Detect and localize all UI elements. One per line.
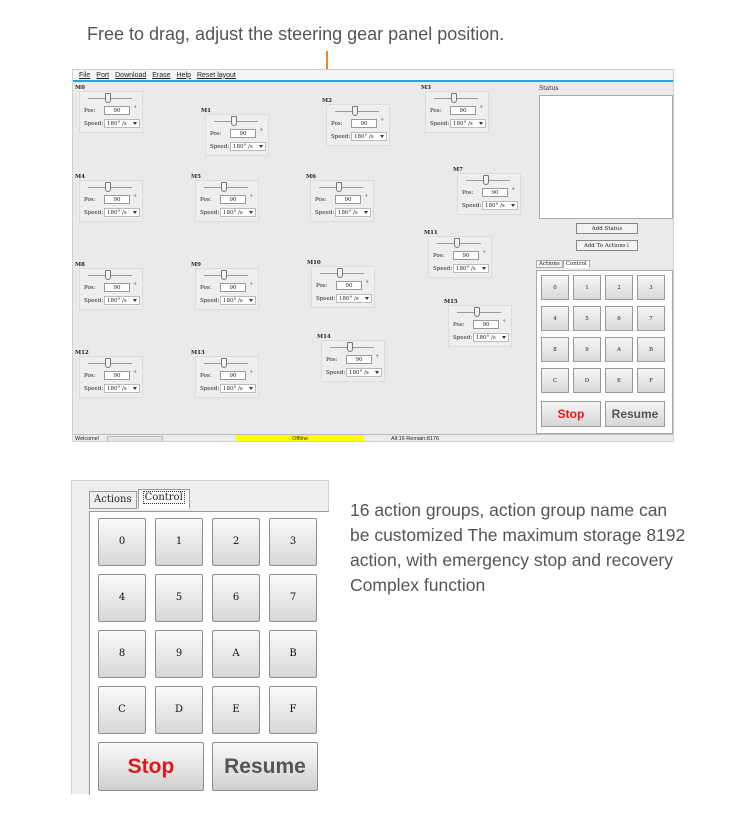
servo-name: M2 xyxy=(322,98,332,104)
mini-control-pad xyxy=(536,270,673,434)
chevron-down-icon xyxy=(380,135,384,138)
chevron-down-icon xyxy=(133,387,137,390)
servo-name: M5 xyxy=(191,174,201,180)
key-9[interactable]: 9 xyxy=(155,630,203,678)
servo-slider[interactable] xyxy=(483,175,489,185)
chevron-down-icon xyxy=(249,299,253,302)
menu-help[interactable]: Help xyxy=(176,71,191,79)
stop-button[interactable]: Stop xyxy=(98,742,204,791)
servo-slider[interactable] xyxy=(454,238,460,248)
servo-name: M14 xyxy=(317,334,331,340)
servo-name: M11 xyxy=(424,230,438,236)
key-c[interactable]: C xyxy=(541,368,569,393)
key-a[interactable]: A xyxy=(212,630,260,678)
add-status-button[interactable]: Add Status xyxy=(576,223,638,234)
tab-actions[interactable]: Actions xyxy=(536,260,563,268)
key-5[interactable]: 5 xyxy=(573,306,601,331)
menu-port[interactable]: Port xyxy=(96,71,110,79)
key-e[interactable]: E xyxy=(605,368,633,393)
chevron-down-icon xyxy=(249,211,253,214)
key-5[interactable]: 5 xyxy=(155,574,203,622)
servo-slider[interactable] xyxy=(105,93,111,103)
pos-input[interactable]: 90 xyxy=(104,283,130,292)
key-f[interactable]: F xyxy=(637,368,665,393)
status-bar xyxy=(73,434,673,442)
servo-name: M13 xyxy=(191,350,205,356)
key-d[interactable]: D xyxy=(155,686,203,734)
key-d[interactable]: D xyxy=(573,368,601,393)
speed-select[interactable]: 180° /s xyxy=(104,296,140,305)
chevron-down-icon xyxy=(479,122,483,125)
speed-select[interactable]: 180° /s xyxy=(473,333,509,342)
servo-name: M9 xyxy=(191,262,201,268)
mini-tab-bar xyxy=(536,260,590,268)
resume-button[interactable]: Resume xyxy=(212,742,318,791)
pos-input[interactable]: 90 xyxy=(104,106,130,115)
menu-erase[interactable]: Erase xyxy=(152,71,171,79)
servo-name: M10 xyxy=(307,260,321,266)
speed-select[interactable]: 180° /s xyxy=(346,368,382,377)
key-a[interactable]: A xyxy=(605,337,633,362)
servo-slider[interactable] xyxy=(451,93,457,103)
speed-select[interactable]: 180° /s xyxy=(336,294,372,303)
key-6[interactable]: 6 xyxy=(605,306,633,331)
speed-select[interactable]: 180° /s xyxy=(220,208,256,217)
pos-input[interactable]: 90 xyxy=(336,281,362,290)
key-8[interactable]: 8 xyxy=(541,337,569,362)
chevron-down-icon xyxy=(249,387,253,390)
key-3[interactable]: 3 xyxy=(269,518,317,566)
tab-control[interactable]: Control xyxy=(138,489,190,509)
speed-select[interactable]: 180° /s xyxy=(104,208,140,217)
key-0[interactable]: 0 xyxy=(541,275,569,300)
servo-slider[interactable] xyxy=(347,342,353,352)
control-panel-zoom xyxy=(71,480,329,794)
key-4[interactable]: 4 xyxy=(541,306,569,331)
servo-slider[interactable] xyxy=(231,116,237,126)
key-1[interactable]: 1 xyxy=(155,518,203,566)
menu-bar xyxy=(73,70,673,82)
status-textbox[interactable] xyxy=(539,95,673,219)
speed-select[interactable]: 180° /s xyxy=(220,296,256,305)
speed-select[interactable]: 180° /s xyxy=(104,119,140,128)
servo-slider[interactable] xyxy=(336,182,342,192)
chevron-down-icon xyxy=(133,122,137,125)
pos-input[interactable]: 90 xyxy=(230,129,256,138)
servo-name: M0 xyxy=(75,85,85,91)
pos-input[interactable]: 90 xyxy=(351,119,377,128)
servo-slider[interactable] xyxy=(337,268,343,278)
speed-select[interactable]: 180° /s xyxy=(104,384,140,393)
servo-slider[interactable] xyxy=(221,270,227,280)
servo-name: M8 xyxy=(75,262,85,268)
key-8[interactable]: 8 xyxy=(98,630,146,678)
speed-select[interactable]: 180° /s xyxy=(230,142,266,151)
servo-name: M12 xyxy=(75,350,89,356)
pos-input[interactable]: 90 xyxy=(104,195,130,204)
key-7[interactable]: 7 xyxy=(637,306,665,331)
servo-slider[interactable] xyxy=(221,358,227,368)
pos-input[interactable]: 90 xyxy=(220,371,246,380)
key-b[interactable]: B xyxy=(269,630,317,678)
caption-right: 16 action groups, action group name can be customized The maximum storage 8192 action, with emergency stop and recovery Complex function xyxy=(350,500,686,595)
pos-input[interactable]: 90 xyxy=(346,355,372,364)
action-counts: All:16 Remain:8176 xyxy=(391,436,440,442)
key-2[interactable]: 2 xyxy=(212,518,260,566)
servo-slider[interactable] xyxy=(474,307,480,317)
chevron-down-icon xyxy=(482,267,486,270)
connection-status: Offline xyxy=(236,435,364,442)
key-4[interactable]: 4 xyxy=(98,574,146,622)
servo-name: M4 xyxy=(75,174,85,180)
speed-select[interactable]: 180° /s xyxy=(450,119,486,128)
pos-input[interactable]: 90 xyxy=(335,195,361,204)
speed-select[interactable]: 180° /s xyxy=(482,201,518,210)
servo-slider[interactable] xyxy=(105,182,111,192)
add-to-actions-button[interactable]: Add To Actions↓ xyxy=(576,240,638,251)
resume-button-mini[interactable]: Resume xyxy=(605,401,665,427)
key-2[interactable]: 2 xyxy=(605,275,633,300)
tab-bar xyxy=(89,489,191,509)
control-keypad xyxy=(89,511,329,795)
chevron-down-icon xyxy=(364,211,368,214)
speed-select[interactable]: 180° /s xyxy=(335,208,371,217)
key-0[interactable]: 0 xyxy=(98,518,146,566)
servo-slider[interactable] xyxy=(105,358,111,368)
pos-input[interactable]: 90 xyxy=(473,320,499,329)
key-7[interactable]: 7 xyxy=(269,574,317,622)
tab-actions[interactable]: Actions xyxy=(89,491,137,509)
menu-file[interactable]: File xyxy=(79,71,91,79)
key-b[interactable]: B xyxy=(637,337,665,362)
key-3[interactable]: 3 xyxy=(637,275,665,300)
servo-slider[interactable] xyxy=(105,270,111,280)
app-window-screenshot: File Port Download Erase Help Reset layout M0 Pos: 90 ° Speed: 180° /s M1 Pos: 90 ° Speed: 180° /s M2 Pos: 90 ° Speed: 180° /s M3 Pos: 90 ° Speed: 180° /s M4 Pos: 90 ° Speed: 180° /s M5 Pos: 90 ° Speed: 180° /s M6 Pos: 90 ° Speed: 180° /s M7 Pos: 90 ° Speed: 180° /s M8 Pos: 90 ° Speed: 180° /s M9 Pos: 90 ° Speed: 180° /s M10 Pos: 90 ° Speed: 180° /s M11 Pos: 90 ° Speed: 180° /s M12 Pos: 90 ° Speed: 180° /s M13 Pos: 90 ° Speed: 180° /s M14 Pos: 90 ° Speed: 180° /s M15 Pos: 90 ° Speed: 180° /s Status Add Status Add To Actions↓ Actions Control 0 1 2 3 4 5 6 7 8 9 A B C D E F Stop Resume Welcome! Offline All:16 Remain:8176 xyxy=(72,69,674,442)
status-label: Status xyxy=(539,85,559,92)
pos-input[interactable]: 90 xyxy=(220,283,246,292)
pos-input[interactable]: 90 xyxy=(220,195,246,204)
caption-top: Free to drag, adjust the steering gear panel position. xyxy=(87,24,505,44)
chevron-down-icon xyxy=(511,204,515,207)
pos-input[interactable]: 90 xyxy=(482,188,508,197)
pos-input[interactable]: 90 xyxy=(104,371,130,380)
speed-select[interactable]: 180° /s xyxy=(220,384,256,393)
pos-input[interactable]: 90 xyxy=(450,106,476,115)
progress-bar xyxy=(107,436,163,442)
servo-slider[interactable] xyxy=(352,106,358,116)
chevron-down-icon xyxy=(133,299,137,302)
servo-slider[interactable] xyxy=(221,182,227,192)
key-9[interactable]: 9 xyxy=(573,337,601,362)
chevron-down-icon xyxy=(133,211,137,214)
chevron-down-icon xyxy=(502,336,506,339)
servo-name: M15 xyxy=(444,299,458,305)
menu-download[interactable]: Download xyxy=(115,71,147,79)
stop-button-mini[interactable]: Stop xyxy=(541,401,601,427)
speed-select[interactable]: 180° /s xyxy=(453,264,489,273)
key-c[interactable]: C xyxy=(98,686,146,734)
chevron-down-icon xyxy=(365,297,369,300)
servo-name: M3 xyxy=(421,85,431,91)
key-e[interactable]: E xyxy=(212,686,260,734)
pos-input[interactable]: 90 xyxy=(453,251,479,260)
servo-name: M1 xyxy=(201,108,211,114)
key-f[interactable]: F xyxy=(269,686,317,734)
speed-select[interactable]: 180° /s xyxy=(351,132,387,141)
tab-control[interactable]: Control xyxy=(563,260,590,268)
chevron-down-icon xyxy=(375,371,379,374)
welcome-text: Welcome! xyxy=(75,436,100,442)
key-1[interactable]: 1 xyxy=(573,275,601,300)
key-6[interactable]: 6 xyxy=(212,574,260,622)
servo-name: M7 xyxy=(453,167,463,173)
servo-name: M6 xyxy=(306,174,316,180)
menu-reset-layout[interactable]: Reset layout xyxy=(196,71,236,79)
chevron-down-icon xyxy=(259,145,263,148)
